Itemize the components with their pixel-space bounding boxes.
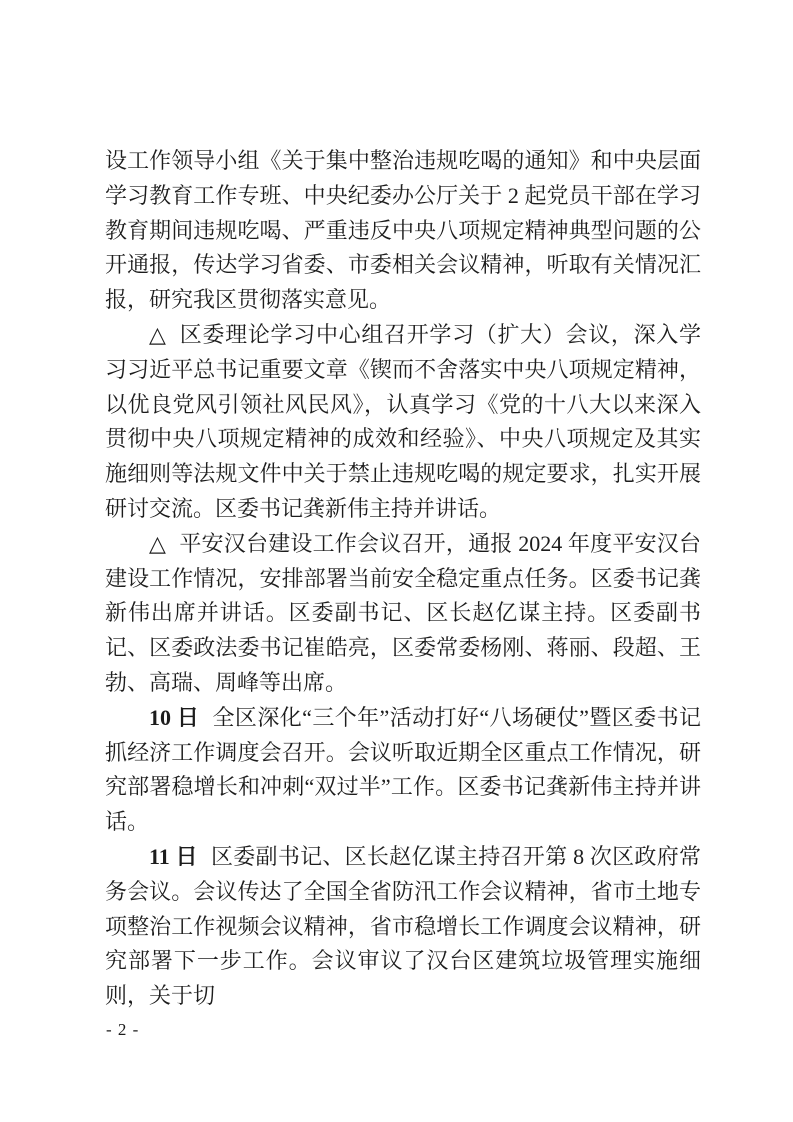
paragraph-date-entry-11: [105, 840, 701, 1014]
paragraph-text: 设工作领导小组《关于集中整治违规吃喝的通知》和中央层面学习教育工作专班、中央纪委办公厅关于 2 起党员干部在学习教育期间违规吃喝、严重违反中央八项规定精神典型问题的公开通报，传达学习省委、市委相关会议精神，听取有关情况汇报，研究我区贯彻落实意见。: [105, 148, 701, 313]
paragraph-text: 平安汉台建设工作会议召开，通报 2024 年度平安汉台建设工作情况，安排部署当前安全稳定重点任务。区委书记龚新伟出席并讲话。区委副书记、区长赵亿谋主持。区委副书记、区委政法委书记崔皓亮，区委常委杨刚、蒋丽、段超、王勃、高瑞、周峰等出席。: [105, 530, 701, 695]
paragraph-text: 区委理论学习中心组召开学习（扩大）会议，深入学习习近平总书记重要文章《锲而不舍落实中央八项规定精神，以优良党风引领社风民风》，认真学习《党的十八大以来深入贯彻中央八项规定精神的成效和经验》、中央八项规定及其实施细则等法规文件中关于禁止违规吃喝的规定要求，扎实开展研讨交流。区委书记龚新伟主持并讲话。: [105, 321, 701, 521]
page-number: - 2 -: [106, 1020, 140, 1039]
paragraph-date-entry-10: [105, 701, 701, 840]
paragraph-text: 全区深化“三个年”活动打好“八场硬仗”暨区委书记抓经济工作调度会召开。会议听取近期全区重点工作情况，研究部署稳增长和冲刺“双过半”工作。区委书记龚新伟主持并讲话。: [105, 704, 701, 835]
date-marker: 11 日: [149, 843, 198, 869]
triangle-item-marker: △: [149, 321, 167, 347]
document-body: [105, 144, 701, 1014]
triangle-item-marker: △: [149, 530, 167, 556]
date-marker: 10 日: [149, 704, 200, 730]
paragraph-item-2: [105, 527, 701, 701]
paragraph-item-1: [105, 318, 701, 527]
paragraph-text: 区委副书记、区长赵亿谋主持召开第 8 次区政府常务会议。会议传达了全国全省防汛工作会议精神，省市土地专项整治工作视频会议精神，省市稳增长工作调度会议精神，研究部署下一步工作。会议审议了汉台区建筑垃圾管理实施细则，关于切: [105, 843, 701, 1009]
paragraph-continuation: [105, 144, 701, 318]
